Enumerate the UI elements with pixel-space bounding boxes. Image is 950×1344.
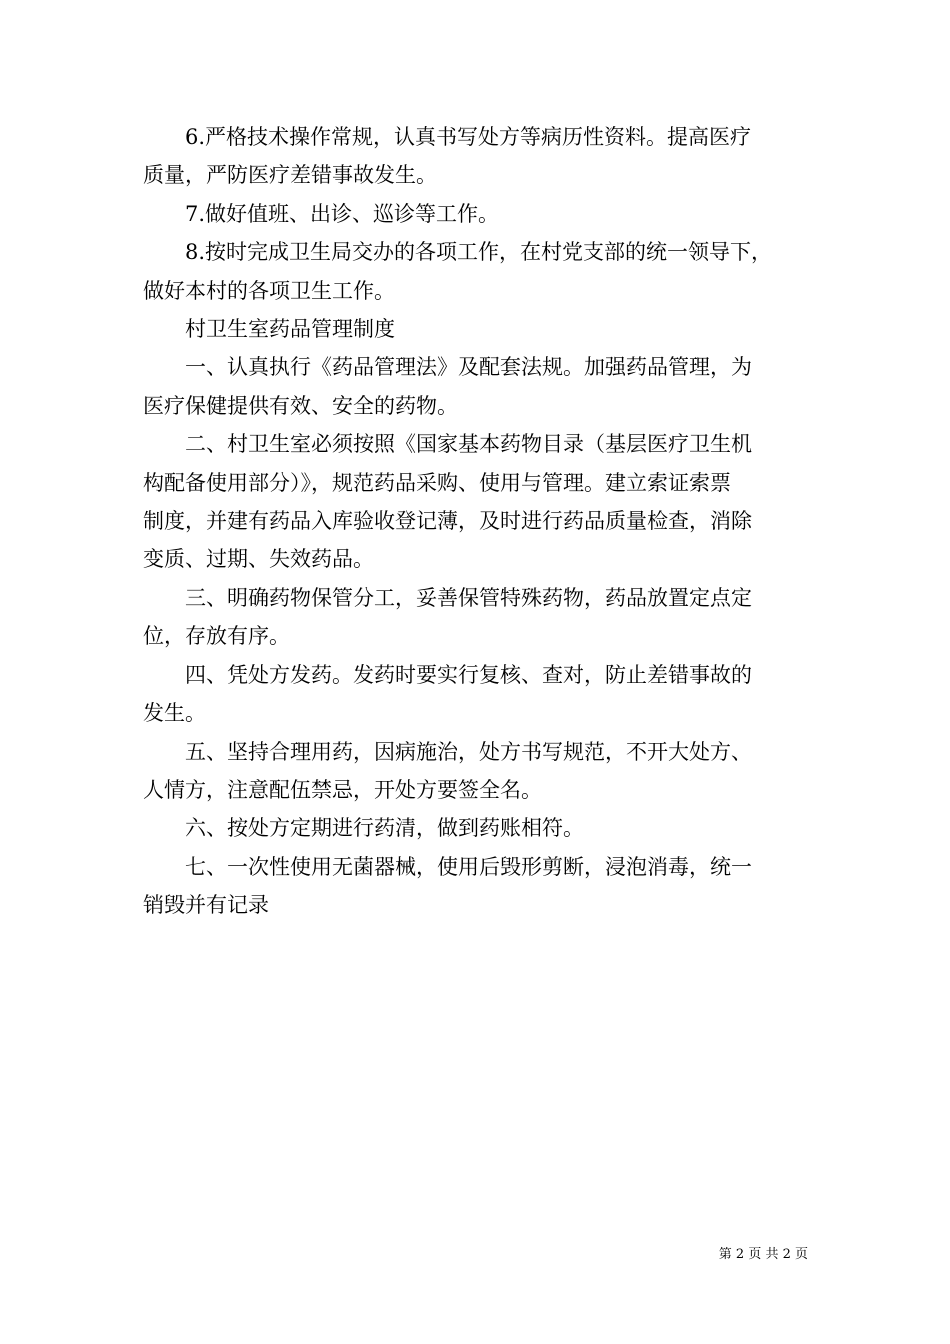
page-number-footer: 第 2 页 共 2 页 [718, 1247, 808, 1262]
paragraph-rule-3: 三、明确药物保管分工，妥善保管特殊药物，药品放置定点定 位，存放有序。 [143, 585, 752, 649]
document-body [143, 118, 807, 925]
paragraph-duty-8: 8.按时完成卫生局交办的各项工作，在村党支部的统一领导下， 做好本村的各项卫生工作。 [143, 240, 773, 303]
paragraph-duty-6: 6.严格技术操作常规，认真书写处方等病历性资料。提高医疗 质量，严防医疗差错事故发生。 [143, 125, 752, 188]
paragraph-rule-6: 六、按处方定期进行药清，做到药账相符。 [185, 816, 584, 841]
paragraph-rule-2: 二、村卫生室必须按照《国家基本药物目录（基层医疗卫生机 构配备使用部分）》，规范药品采购、使用与管理。建立索证索票 制度，并建有药品入库验收登记薄，及时进行药品质量检查，消除 变质、过期、失效药品。 [143, 432, 752, 572]
section-heading: 村卫生室药品管理制度 [185, 317, 395, 342]
paragraph-rule-5: 五、坚持合理用药，因病施治，处方书写规范，不开大处方、 人情方，注意配伍禁忌，开处方要签全名。 [143, 739, 752, 802]
paragraph-rule-7: 七、一次性使用无菌器械，使用后毁形剪断，浸泡消毒，统一 销毁并有记录 [143, 854, 752, 918]
paragraph-duty-7: 7.做好值班、出诊、巡诊等工作。 [185, 201, 500, 226]
paragraph-rule-4: 四、凭处方发药。发药时要实行复核、查对，防止差错事故的 发生。 [143, 662, 752, 726]
paragraph-rule-1: 一、认真执行《药品管理法》及配套法规。加强药品管理，为 医疗保健提供有效、安全的药物。 [143, 355, 752, 418]
